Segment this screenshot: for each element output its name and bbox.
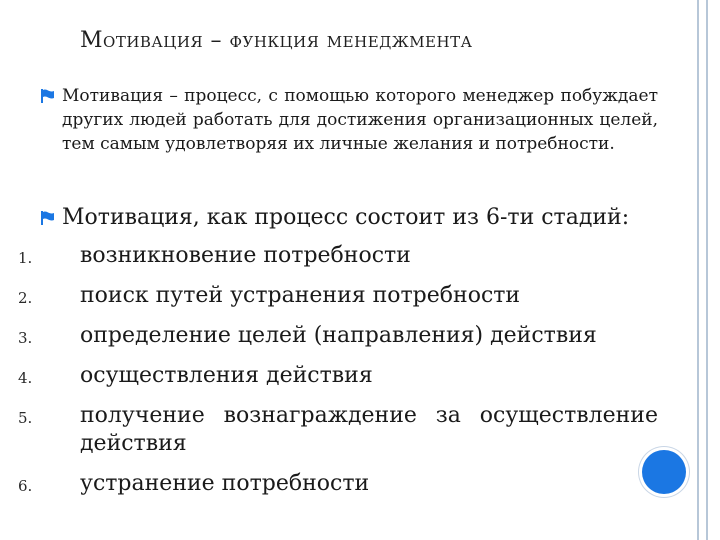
list-number: 5. [18,409,33,427]
list-item [18,322,658,350]
right-frame-line [697,0,699,540]
right-frame-line-outer [706,0,708,540]
list-number: 3. [18,329,33,347]
list-number: 6. [18,477,33,495]
list-item [18,470,658,498]
list-number: 4. [18,369,33,387]
list-text: определение целей (направления) действия [80,323,597,348]
list-item [18,282,658,310]
stages-list [18,242,658,510]
list-item [18,242,658,270]
list-text: поиск путей устранения потребности [80,283,521,308]
bullet-paragraph-stages: Мотивация, как процесс состоит из 6-ти стадий: [62,205,630,230]
list-text: устранение потребности [80,471,370,496]
list-number: 1. [18,249,33,267]
list-item [18,362,658,390]
list-text: осуществления действия [80,363,373,388]
slide-title: Мотивация – функция менеджмента [80,28,473,53]
list-item [18,402,658,458]
flag-bullet-icon [40,88,56,104]
blue-circle-icon [642,450,686,494]
bullet-paragraph-definition: Мотивация – процесс, с помощью которого менеджер побуждает других людей работать для достижения организационных целей, тем самым удовлетворяя их личные желания и потребности. [62,86,658,154]
list-text: возникновение потребности [80,243,411,268]
list-number: 2. [18,289,33,307]
list-text: получение вознаграждение за осуществление действия [80,403,658,456]
flag-bullet-icon [40,210,56,226]
